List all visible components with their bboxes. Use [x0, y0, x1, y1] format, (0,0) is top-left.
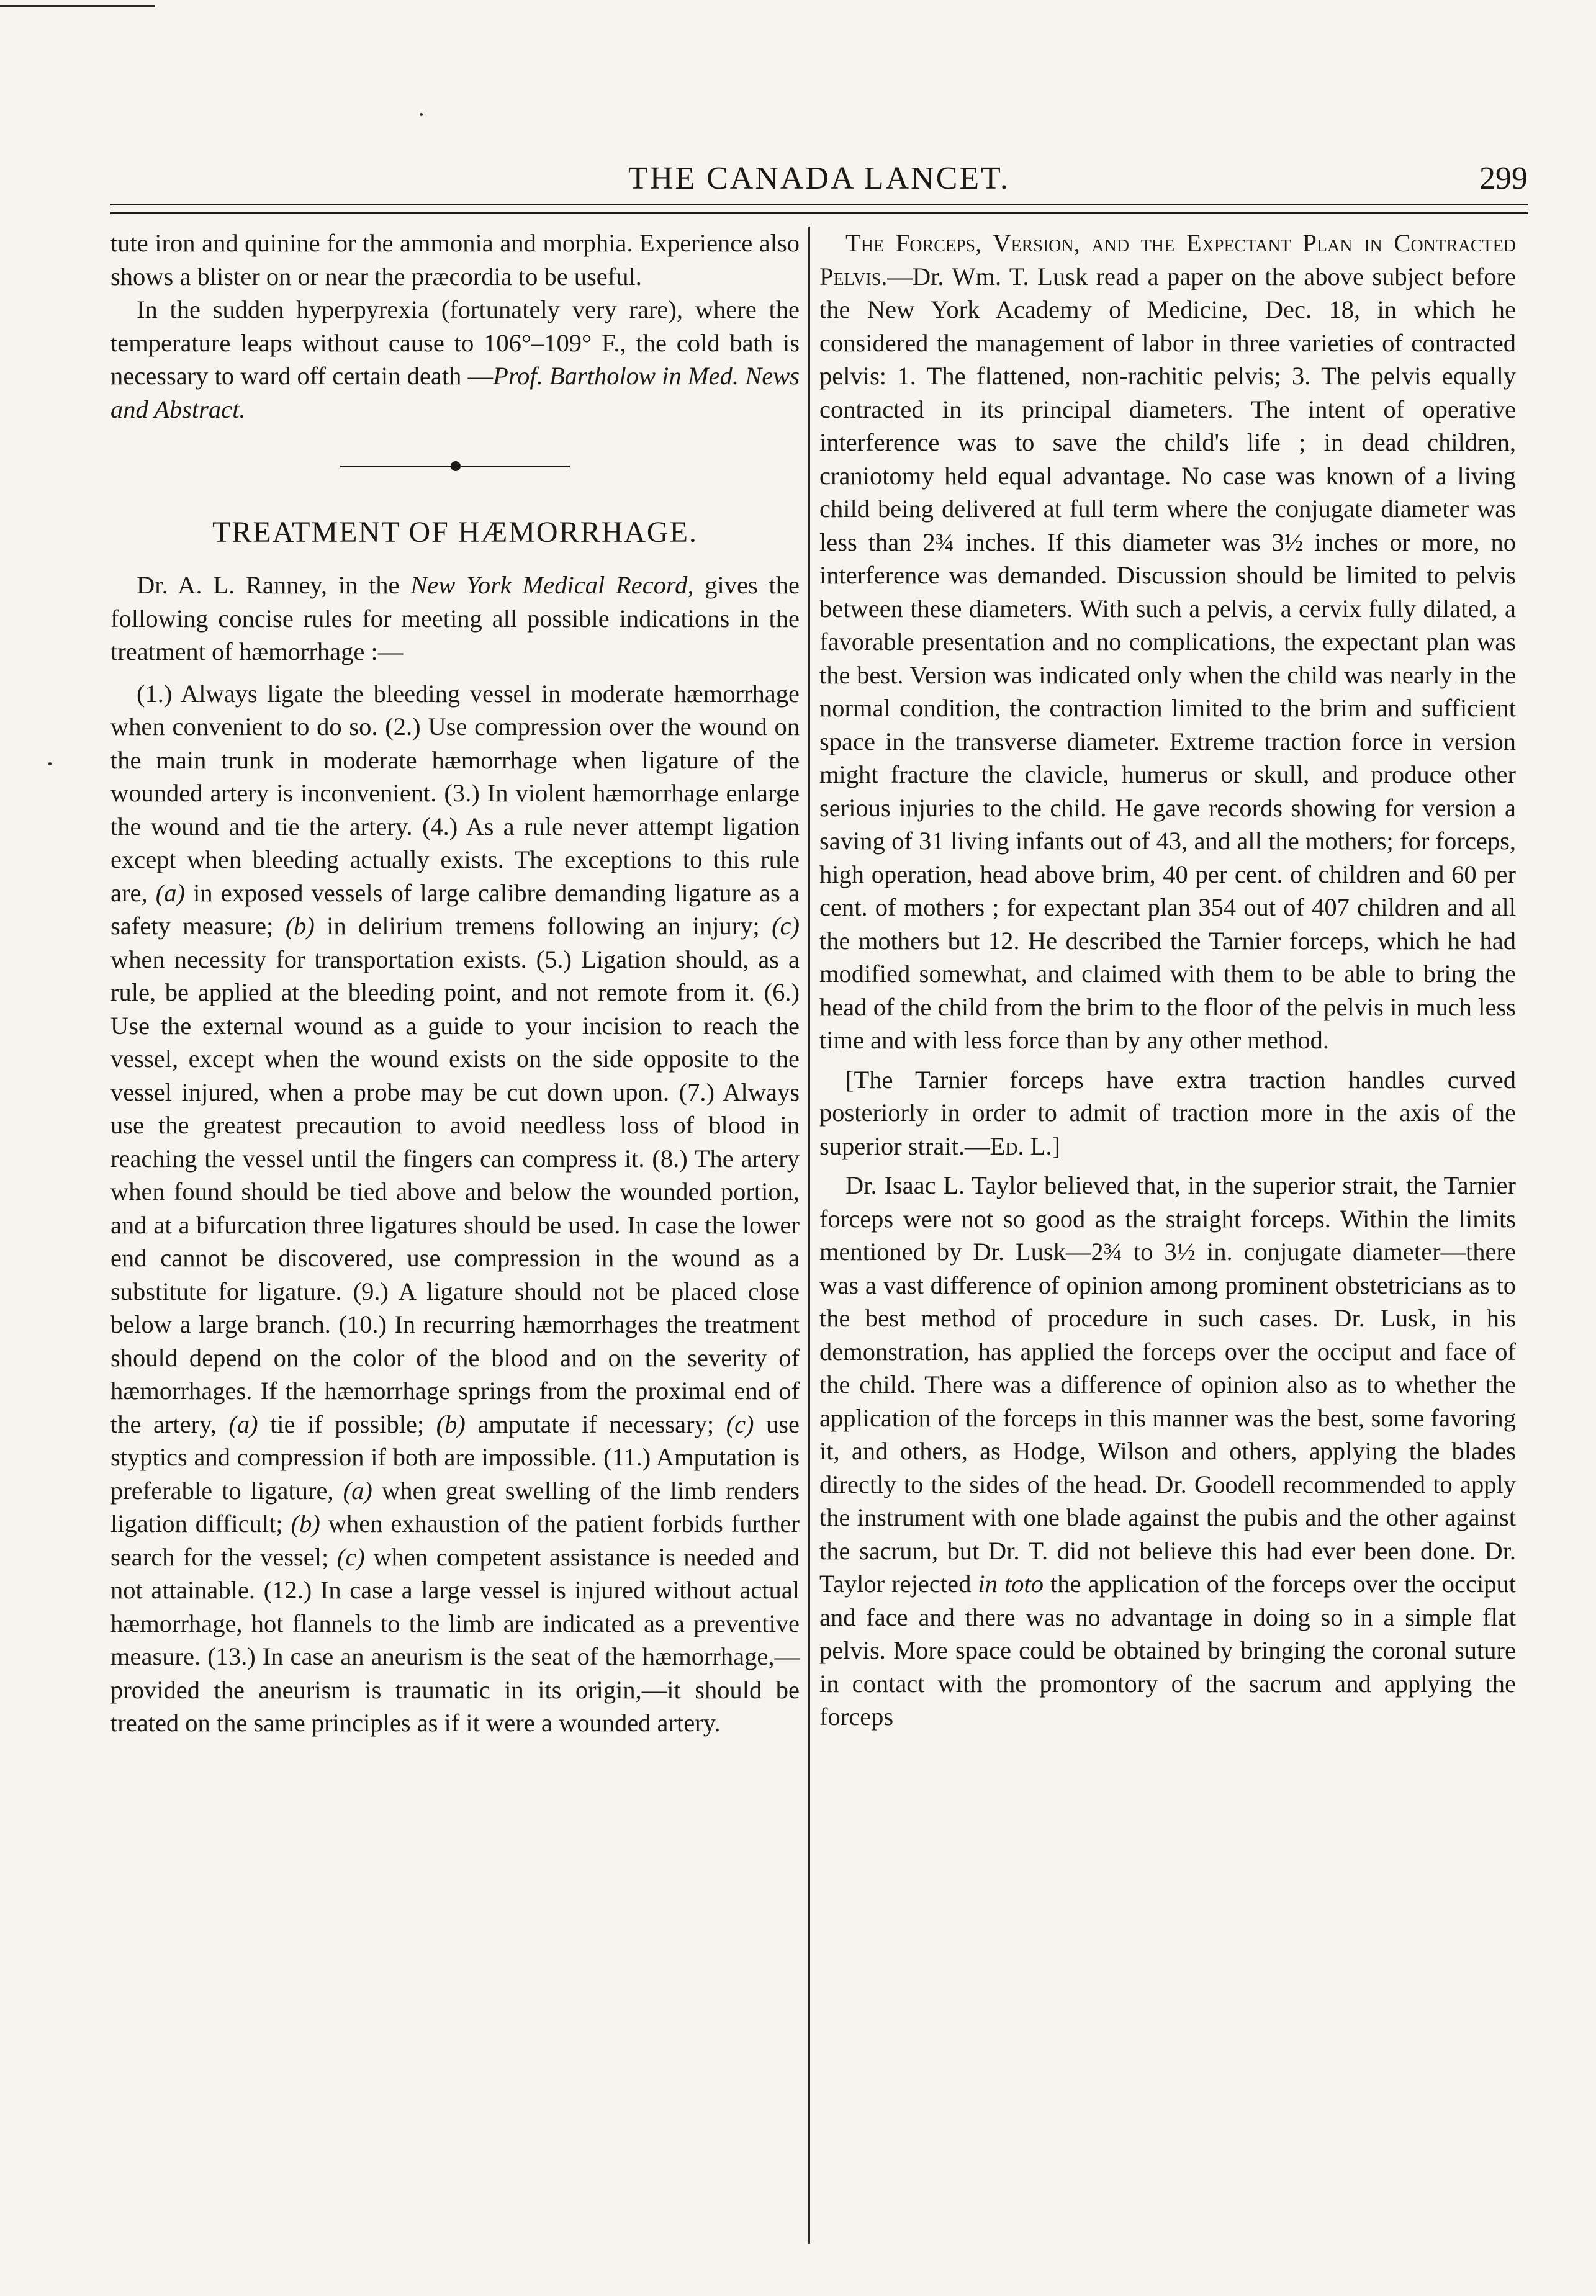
article-intro: Dr. A. L. Ranney, in the New York Medical Record, gives the following concise rules for meeting all possible indications in the treatment of hæmorrhage :—: [110, 571, 800, 665]
hyperpyrexia-text: In the sudden hyperpyrexia (fortunately very rare), where the temperature leaps without cause to 106°–109° F., the cold bath is necessary to ward off certain death —: [110, 295, 800, 390]
header-rule-bottom: [110, 212, 1528, 214]
running-title: THE CANADA LANCET.: [628, 161, 1010, 196]
ornament-dot-icon: [451, 461, 461, 471]
forceps-article-paragraph: The Forceps, Version, and the Expectant Plan in Contracted Pelvis.—Dr. Wm. T. Lusk read a paper on the above subject before the New York Academy of Medicine, Dec. 18, in which he considered the management of labor in three varieties of contracted pelvis: 1. The flattened, non-rachitic pelvis; 3. The pelvis equally contracted in its principal diameters. The intent of operative interference was to save the child's life ; in dead children, craniotomy held equal advantage. No case was known of a living child being delivered at full term where the conjugate diameter was less than 2¾ inches. If this diameter was 3½ inches or more, no interference was demanded. Discussion should be limited to pelvis between these diameters. With such a pelvis, a cervix fully dilated, a favorable presentation and no complications, the expectant plan was the best. Version was indicated only when the child was nearly in the normal condition, the contraction limited to the brim and sufficient space in the transverse diameter. Extreme traction force in version might fracture the clavicle, humerus or skull, and produce other serious injuries to the child. He gave records showing for version a saving of 31 living infants out of 43, and all the mothers; for forceps, high operation, head above brim, 40 per cent. of children and 60 per cent. of mothers ; for expectant plan 354 out of 407 children and all the mothers but 12. He described the Tarnier forceps, which he had modified somewhat, and claimed with them to be able to bring the head of the child from the brim to the floor of the pelvis in much less time and with less force than by any other method.: [819, 229, 1516, 1054]
left-column: [110, 227, 800, 1740]
taylor-paragraph: Dr. Isaac L. Taylor believed that, in the superior strait, the Tarnier forceps were not so good as the straight forceps. Within the limits mentioned by Dr. Lusk—2¾ to 3½ in. conjugate diameter—there was a vast difference of opinion among prominent obstetricians as to the best method of procedure in such cases. Dr. Lusk, in his demonstration, has applied the forceps over the occiput and face of the child. There was a difference of opinion also as to whether the application of the forceps in this manner was the best, some favoring it, and others, as Hodge, Wilson and others, applying the blades directly to the sides of the head. Dr. Goodell recommended to apply the instrument with one blade against the pubis and the other against the sacrum, but Dr. T. did not believe this had ever been done. Dr. Taylor rejected in toto the application of the forceps over the occiput and face and there was no advantage in doing so in a simple flat pelvis. More space could be obtained by bringing the coronal suture in contact with the promontory of the sacrum and applying the forceps: [819, 1171, 1516, 1731]
section-separator: [110, 447, 800, 492]
page-number: 299: [1479, 161, 1528, 196]
editor-initials: Ed. L.: [990, 1132, 1052, 1160]
continued-paragraph: tute iron and quinine for the ammonia and morphia. Experience also shows a blister on or near the præcordia to be useful.: [110, 229, 800, 290]
header-rule-top: [110, 204, 1528, 205]
right-column: [819, 227, 1516, 1734]
hyperpyrexia-paragraph: [110, 293, 800, 426]
column-divider: [808, 227, 810, 2244]
forceps-article-title: The Forceps, Version, and the Expectant Plan in Contracted Pelvis.: [819, 229, 1516, 290]
article-title: TREATMENT OF HÆMORRHAGE.: [212, 516, 698, 549]
editor-note: [The Tarnier forceps have extra traction handles curved posteriorly in order to admit of traction more in the axis of the superior strait.—Ed. L.]: [819, 1065, 1516, 1160]
scan-speck: [48, 762, 52, 765]
source-citation: Prof. Bartholow in Med. News and Abstract.: [110, 362, 800, 423]
scan-speck: [420, 113, 423, 116]
page-header: [110, 160, 1528, 197]
scan-edge-mark: [0, 5, 155, 7]
rules-paragraph: (1.) Always ligate the bleeding vessel in moderate hæmorrhage when convenient to do so. (2.) Use compression over the wound on the main trunk in moderate hæmorrhage when ligature of the wounded artery is inconvenient. (3.) In violent hæmorrhage enlarge the wound and tie the artery. (4.) As a rule never attempt ligation except when bleeding actually exists. The exceptions to this rule are, (a) in exposed vessels of large calibre demanding ligature as a safety measure; (b) in delirium tremens following an injury; (c) when necessity for transportation exists. (5.) Ligation should, as a rule, be applied at the bleeding point, and not remote from it. (6.) Use the external wound as a guide to your incision to reach the vessel, except when the wound exists on the side opposite to the vessel injured, when a probe may be cut down upon. (7.) Always use the greatest precaution to avoid needless loss of blood in reaching the vessel until the fingers can compress it. (8.) The artery when found should be tied above and below the wounded portion, and at a bifurcation three ligatures should be used. In case the lower end cannot be discovered, use compression in the wound as a substitute for ligature. (9.) A ligature should not be placed close below a large branch. (10.) In recurring hæmorrhages the treatment should depend on the color of the blood and on the severity of hæmorrhages. If the hæmorrhage springs from the proximal end of the artery, (a) tie if possible; (b) amputate if necessary; (c) use styptics and compression if both are impossible. (11.) Amputation is preferable to ligature, (a) when great swelling of the limb renders ligation difficult; (b) when exhaustion of the patient forbids further search for the vessel; (c) when competent assistance is needed and not attainable. (12.) In case a large vessel is injured without actual hæmorrhage, hot flannels to the limb are indicated as a preventive measure. (13.) In case an aneurism is the seat of the hæmorrhage,—provided the aneurism is traumatic in its origin,—it should be treated on the same principles as if it were a wounded artery.: [110, 679, 800, 1737]
journal-name: New York Medical Record,: [410, 571, 694, 599]
